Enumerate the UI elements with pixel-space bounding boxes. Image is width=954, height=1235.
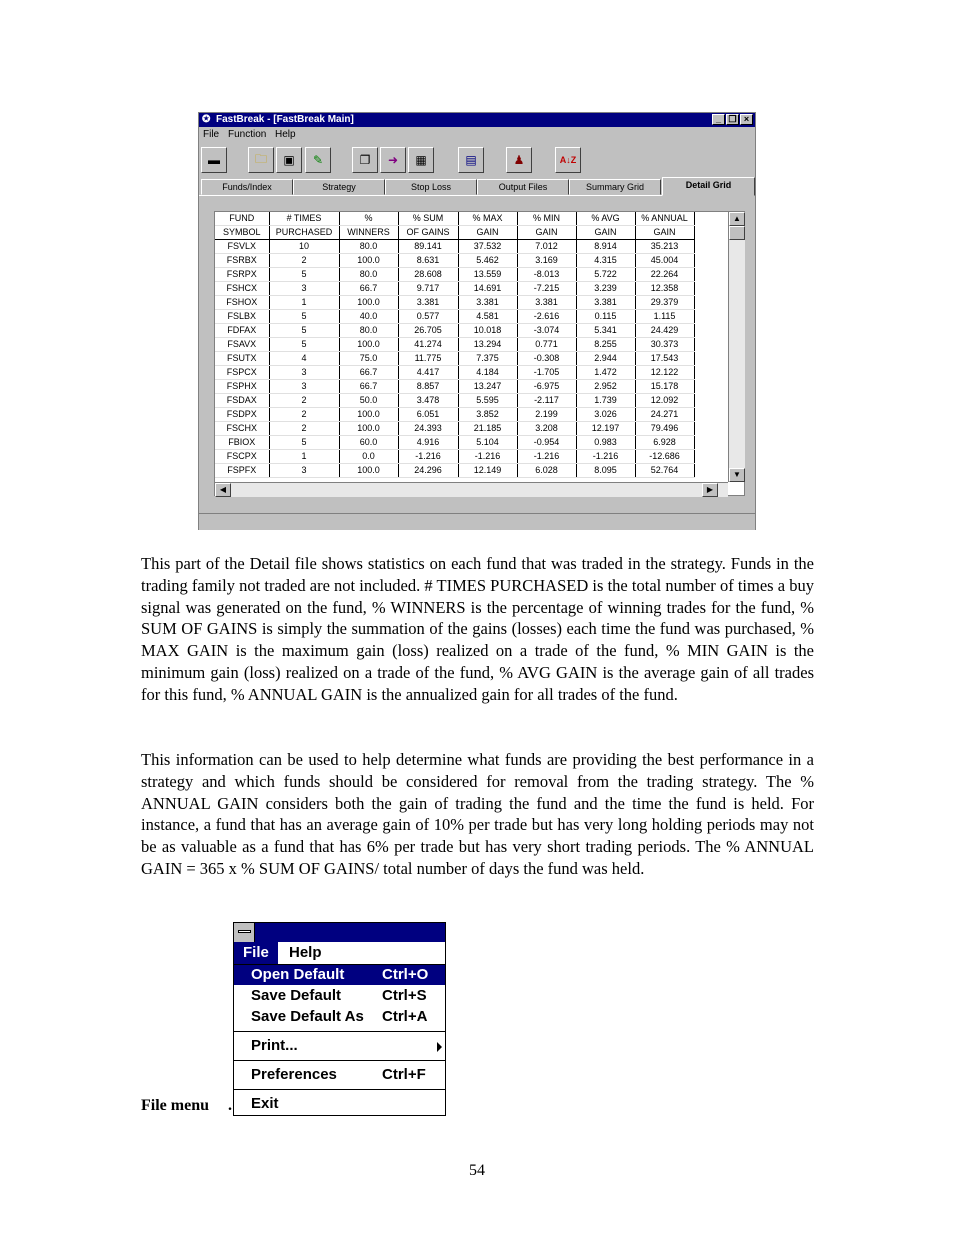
tab-strategy[interactable]: Strategy — [293, 179, 385, 195]
grid-cell: 0.0 — [339, 450, 398, 464]
scroll-left-arrow-icon[interactable]: ◀ — [215, 483, 231, 497]
grid-cell: 1 — [269, 450, 339, 464]
menu-item-shortcut: Ctrl+S — [382, 987, 427, 1004]
file-menu-bar — [234, 942, 445, 964]
book-icon[interactable]: ▤ — [458, 147, 484, 173]
grid-cell: 3 — [269, 380, 339, 394]
grid-cell: 12.122 — [635, 366, 694, 380]
table-row[interactable] — [215, 366, 694, 380]
grid-cell: -2.117 — [517, 394, 576, 408]
grid-header-cell: GAIN — [576, 226, 635, 240]
grid-cell: 66.7 — [339, 282, 398, 296]
grid-cell: FSPCX — [215, 366, 269, 380]
grid-header-cell: % SUM — [398, 212, 458, 226]
grid-cell: 10 — [269, 240, 339, 254]
sort-a-z-icon[interactable]: A↓Z — [555, 147, 581, 173]
grid-cell: 2.199 — [517, 408, 576, 422]
grid-header-row — [215, 212, 694, 226]
grid-cell: 2 — [269, 422, 339, 436]
grid-cell: FSCPX — [215, 450, 269, 464]
scroll-down-arrow-icon[interactable]: ▼ — [729, 468, 745, 482]
people-icon[interactable]: ♟ — [506, 147, 532, 173]
grid-cell: 9.717 — [398, 282, 458, 296]
status-bar — [199, 513, 755, 530]
submenu-arrow-icon — [437, 1042, 442, 1052]
table-row[interactable] — [215, 450, 694, 464]
menu-item-open-default[interactable] — [234, 965, 445, 985]
grid-cell: 4 — [269, 352, 339, 366]
grid-cell: 2.952 — [576, 380, 635, 394]
menu-help[interactable]: Help — [275, 129, 296, 140]
grid-cell: 1.115 — [635, 310, 694, 324]
tab-stop-loss[interactable]: Stop Loss — [385, 179, 477, 195]
grid-header-cell: % AVG — [576, 212, 635, 226]
grid-cell: -7.215 — [517, 282, 576, 296]
grid-cell: 100.0 — [339, 464, 398, 478]
grid-cell: 5.722 — [576, 268, 635, 282]
grid-cell: 3.239 — [576, 282, 635, 296]
grid-cell: 8.095 — [576, 464, 635, 478]
grid-cell: 3.478 — [398, 394, 458, 408]
grid-cell: 66.7 — [339, 366, 398, 380]
grid-header-cell: GAIN — [635, 226, 694, 240]
grid-cell: FSPHX — [215, 380, 269, 394]
grid-icon[interactable]: ▦ — [408, 147, 434, 173]
table-row[interactable] — [215, 338, 694, 352]
export-icon[interactable]: ➜ — [380, 147, 406, 173]
open-folder-icon[interactable]: 🗀 — [248, 147, 274, 173]
running-man-icon: ✪ — [202, 114, 211, 125]
menu-item-save-default[interactable] — [234, 986, 445, 1006]
grid-cell: 3.852 — [458, 408, 517, 422]
tab-detail-grid[interactable]: Detail Grid — [662, 177, 755, 196]
grid-cell: 100.0 — [339, 408, 398, 422]
menu-separator — [234, 1031, 445, 1032]
grid-cell: 13.247 — [458, 380, 517, 394]
grid-cell: 29.379 — [635, 296, 694, 310]
horizontal-scrollbar[interactable] — [215, 482, 728, 497]
grid-cell: 7.375 — [458, 352, 517, 366]
grid-cell: -0.954 — [517, 436, 576, 450]
grid-cell: 12.092 — [635, 394, 694, 408]
grid-cell: 100.0 — [339, 338, 398, 352]
menu-item-exit[interactable] — [234, 1094, 445, 1114]
grid-cell: -1.216 — [517, 450, 576, 464]
menu-item-label: Preferences — [251, 1066, 337, 1083]
grid-cell: 60.0 — [339, 436, 398, 450]
menu-item-preferences[interactable] — [234, 1065, 445, 1085]
grid-cell: 13.294 — [458, 338, 517, 352]
grid-cell: 14.691 — [458, 282, 517, 296]
grid-cell: FSHCX — [215, 282, 269, 296]
grid-cell: 0.983 — [576, 436, 635, 450]
grid-cell: 4.581 — [458, 310, 517, 324]
grid-cell: 41.274 — [398, 338, 458, 352]
grid-cell: 50.0 — [339, 394, 398, 408]
grid-cell: 17.543 — [635, 352, 694, 366]
grid-cell: 8.914 — [576, 240, 635, 254]
grid-cell: 4.916 — [398, 436, 458, 450]
grid-cell: 2 — [269, 254, 339, 268]
tab-output-files[interactable]: Output Files — [477, 179, 569, 195]
grid-cell: 24.296 — [398, 464, 458, 478]
grid-cell: FSDAX — [215, 394, 269, 408]
grid-cell: 3.381 — [458, 296, 517, 310]
grid-cell: -1.705 — [517, 366, 576, 380]
grid-cell: 4.315 — [576, 254, 635, 268]
grid-cell: 1 — [269, 296, 339, 310]
table-row[interactable] — [215, 282, 694, 296]
grid-cell: 10.018 — [458, 324, 517, 338]
grid-cell: 24.393 — [398, 422, 458, 436]
grid-cell: 80.0 — [339, 268, 398, 282]
table-row[interactable] — [215, 352, 694, 366]
window-title: FastBreak - [FastBreak Main] — [216, 114, 354, 125]
grid-cell: 5.341 — [576, 324, 635, 338]
grid-header-cell: % MIN — [517, 212, 576, 226]
restore-button[interactable]: ❐ — [726, 114, 739, 125]
detail-grid[interactable] — [214, 211, 745, 496]
grid-cell: 8.631 — [398, 254, 458, 268]
menu-item-shortcut: Ctrl+F — [382, 1066, 426, 1083]
scroll-thumb[interactable] — [729, 226, 745, 240]
grid-cell: 12.149 — [458, 464, 517, 478]
grid-cell: 3.026 — [576, 408, 635, 422]
table-row[interactable] — [215, 268, 694, 282]
grid-cell: 3 — [269, 366, 339, 380]
menu-item-print[interactable] — [234, 1036, 445, 1056]
grid-cell: 5 — [269, 268, 339, 282]
menu-bar-file[interactable]: File — [234, 942, 278, 964]
file-menu-dropdown — [234, 964, 445, 1117]
grid-cell: -3.074 — [517, 324, 576, 338]
grid-cell: 13.559 — [458, 268, 517, 282]
grid-cell: 24.271 — [635, 408, 694, 422]
grid-cell: 100.0 — [339, 254, 398, 268]
grid-cell: 2 — [269, 408, 339, 422]
grid-cell: -6.975 — [517, 380, 576, 394]
grid-cell: 0.115 — [576, 310, 635, 324]
grid-cell: 4.184 — [458, 366, 517, 380]
grid-cell: 3.381 — [517, 296, 576, 310]
menu-title-strip — [234, 923, 445, 942]
table-row[interactable] — [215, 394, 694, 408]
grid-header-cell: % MAX — [458, 212, 517, 226]
grid-cell: FSLBX — [215, 310, 269, 324]
grid-cell: 21.185 — [458, 422, 517, 436]
menu-file[interactable]: File — [203, 129, 220, 140]
grid-cell: 28.608 — [398, 268, 458, 282]
table-row[interactable] — [215, 240, 694, 254]
grid-cell: 6.928 — [635, 436, 694, 450]
menu-separator — [234, 1089, 445, 1090]
grid-cell: FSUTX — [215, 352, 269, 366]
grid-cell: 4.417 — [398, 366, 458, 380]
grid-header-cell: WINNERS — [339, 226, 398, 240]
grid-cell: 0.771 — [517, 338, 576, 352]
grid-cell: 3.381 — [576, 296, 635, 310]
grid-cell: 1.739 — [576, 394, 635, 408]
grid-cell: FSRBX — [215, 254, 269, 268]
paragraph-usage: This information can be used to help determine what funds are providing the best performance in a strategy and which funds should be considered for removal from the trading strategy. The % ANNUAL GAIN considers both the gain of trading the fund and the time the fund is held. For instance, a fund that has an average gain of 10% per trade but has very long holding periods may not be as valuable as a fund that has 6% per trade but has very short trading periods. The % ANNUAL GAIN = 365 x % SUM OF GAINS/ total number of days the fund was held. — [141, 750, 814, 878]
grid-cell: 6.051 — [398, 408, 458, 422]
grid-cell: 15.178 — [635, 380, 694, 394]
grid-cell: 6.028 — [517, 464, 576, 478]
grid-header-row — [215, 226, 694, 240]
table-row[interactable] — [215, 324, 694, 338]
grid-cell: FSDPX — [215, 408, 269, 422]
grid-cell: 52.764 — [635, 464, 694, 478]
grid-cell: 2.944 — [576, 352, 635, 366]
caption-dot: . — [228, 1097, 232, 1114]
grid-cell: 1.472 — [576, 366, 635, 380]
grid-header-cell: SYMBOL — [215, 226, 269, 240]
grid-cell: FSCHX — [215, 422, 269, 436]
grid-cell: 5.595 — [458, 394, 517, 408]
grid-cell: -8.013 — [517, 268, 576, 282]
grid-header-cell: FUND — [215, 212, 269, 226]
table-row[interactable] — [215, 310, 694, 324]
table-row[interactable] — [215, 436, 694, 450]
menu-item-label: Open Default — [251, 966, 345, 983]
menu-item-label: Save Default — [251, 987, 342, 1004]
grid-header-cell: PURCHASED — [269, 226, 339, 240]
grid-cell: FSVLX — [215, 240, 269, 254]
table-row[interactable] — [215, 380, 694, 394]
file-menu-caption: File menu — [141, 1097, 209, 1114]
fastbreak-window — [198, 112, 756, 530]
grid-cell: 30.373 — [635, 338, 694, 352]
grid-cell: 3.169 — [517, 254, 576, 268]
grid-cell: FSRPX — [215, 268, 269, 282]
grid-header-cell: GAIN — [517, 226, 576, 240]
grid-cell: 35.213 — [635, 240, 694, 254]
grid-cell: 80.0 — [339, 324, 398, 338]
save-disk-icon[interactable]: ▣ — [276, 147, 302, 173]
grid-cell: FSAVX — [215, 338, 269, 352]
table-row[interactable] — [215, 296, 694, 310]
grid-cell: 40.0 — [339, 310, 398, 324]
menu-item-label: Save Default As — [251, 1008, 364, 1025]
grid-cell: -0.308 — [517, 352, 576, 366]
scroll-right-arrow-icon[interactable]: ▶ — [702, 483, 718, 497]
grid-cell: -1.216 — [576, 450, 635, 464]
grid-cell: FSHOX — [215, 296, 269, 310]
grid-cell: FDFAX — [215, 324, 269, 338]
grid-cell: 75.0 — [339, 352, 398, 366]
grid-cell: 100.0 — [339, 422, 398, 436]
grid-cell: -1.216 — [458, 450, 517, 464]
menu-function[interactable]: Function — [228, 129, 267, 140]
menu-bar — [199, 128, 755, 142]
grid-header-cell: OF GAINS — [398, 226, 458, 240]
grid-cell: 80.0 — [339, 240, 398, 254]
menu-separator — [234, 1060, 445, 1061]
grid-cell: 3.208 — [517, 422, 576, 436]
grid-cell: 8.857 — [398, 380, 458, 394]
grid-cell: 0.577 — [398, 310, 458, 324]
grid-cell: 24.429 — [635, 324, 694, 338]
grid-cell: 3 — [269, 464, 339, 478]
tab-summary-grid[interactable]: Summary Grid — [569, 179, 661, 195]
grid-cell: FSPFX — [215, 464, 269, 478]
grid-cell: 26.705 — [398, 324, 458, 338]
menu-bar-help[interactable]: Help — [289, 944, 322, 961]
grid-cell: 2 — [269, 394, 339, 408]
menu-item-label: Exit — [251, 1095, 279, 1112]
grid-cell: 12.358 — [635, 282, 694, 296]
grid-cell: 37.532 — [458, 240, 517, 254]
tab-strip — [199, 177, 755, 196]
table-row[interactable] — [215, 408, 694, 422]
grid-cell: 5 — [269, 338, 339, 352]
grid-header-cell: % ANNUAL — [635, 212, 694, 226]
tab-funds-index[interactable]: Funds/Index — [201, 179, 293, 195]
grid-cell: -1.216 — [398, 450, 458, 464]
grid-cell: 79.496 — [635, 422, 694, 436]
minimize-icon[interactable]: ▬ — [201, 147, 227, 173]
grid-cell: 11.775 — [398, 352, 458, 366]
grid-cell: -2.616 — [517, 310, 576, 324]
grid-header-cell: GAIN — [458, 226, 517, 240]
toolbar — [199, 144, 755, 176]
detail-grid-table — [215, 212, 695, 478]
menu-item-save-default-as[interactable] — [234, 1007, 445, 1027]
grid-cell: 3 — [269, 282, 339, 296]
grid-cell: 100.0 — [339, 296, 398, 310]
scroll-up-arrow-icon[interactable]: ▲ — [729, 212, 745, 226]
table-row[interactable] — [215, 254, 694, 268]
grid-cell: 5.462 — [458, 254, 517, 268]
grid-cell: 5 — [269, 436, 339, 450]
menu-item-shortcut: Ctrl+A — [382, 1008, 428, 1025]
grid-cell: 7.012 — [517, 240, 576, 254]
copy-icon[interactable]: ❐ — [352, 147, 378, 173]
minimize-button[interactable]: _ — [712, 114, 725, 125]
page-number: 54 — [469, 1162, 485, 1179]
paragraph-detail-file: This part of the Detail file shows statistics on each fund that was traded in the strategy. Funds in the trading family not traded are not included. # TIMES PURCHASED is the total number of times a buy signal was generated on the fund, % WINNERS is the percentage of winning trades for the fund, % SUM OF GAINS is simply the summation of the gains (losses) each time the fund was purchased, % MAX GAIN is the maximum gain (loss) realized on a trade of the fund, % MIN GAIN is the minimum gain (loss) realized on a trade of the fund, % AVG GAIN is the average gain of all trades for this fund, % ANNUAL GAIN is the annualized gain for all trades of the fund. — [141, 554, 814, 704]
grid-cell: 5 — [269, 324, 339, 338]
menu-item-shortcut: Ctrl+O — [382, 966, 429, 983]
grid-cell: FBIOX — [215, 436, 269, 450]
table-row[interactable] — [215, 422, 694, 436]
grid-cell: 22.264 — [635, 268, 694, 282]
menu-item-label: Print... — [251, 1037, 298, 1054]
grid-cell: 89.141 — [398, 240, 458, 254]
file-menu — [233, 922, 446, 1116]
grid-cell: -12.686 — [635, 450, 694, 464]
close-button[interactable]: × — [740, 114, 753, 125]
grid-cell: 8.255 — [576, 338, 635, 352]
grid-cell: 5.104 — [458, 436, 517, 450]
system-menu-icon[interactable] — [234, 923, 255, 942]
title-bar — [199, 113, 755, 127]
grid-cell: 5 — [269, 310, 339, 324]
vertical-scrollbar[interactable] — [728, 212, 745, 482]
grid-header-cell: # TIMES — [269, 212, 339, 226]
grid-cell: 66.7 — [339, 380, 398, 394]
grid-cell: 3.381 — [398, 296, 458, 310]
grid-cell: 45.004 — [635, 254, 694, 268]
grid-cell: 12.197 — [576, 422, 635, 436]
table-row[interactable] — [215, 464, 694, 478]
grid-header-cell: % — [339, 212, 398, 226]
edit-icon[interactable]: ✎ — [305, 147, 331, 173]
